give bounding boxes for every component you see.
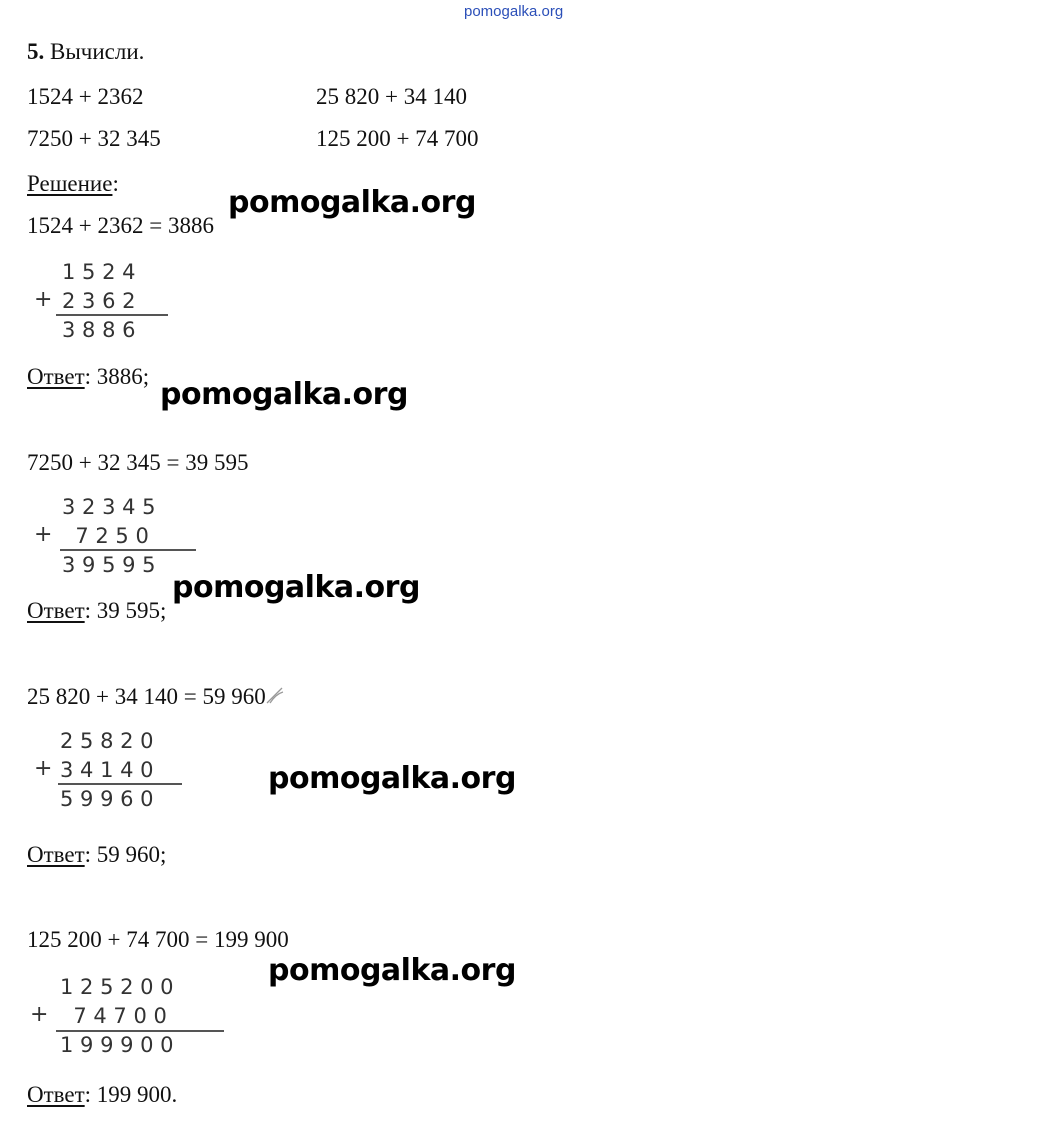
addend-bottom: 7 4 7 0 0 <box>60 1004 167 1028</box>
task-title: Вычисли. <box>50 39 145 64</box>
addend-top: 1 5 2 4 <box>62 260 136 284</box>
sum-line <box>56 1030 224 1032</box>
answer-label: Ответ <box>27 1082 85 1107</box>
column-addition-3 <box>34 729 214 813</box>
sum-line <box>60 549 196 551</box>
answer-colon: : <box>84 364 92 389</box>
plus-sign: + <box>34 756 53 781</box>
pencil-mark-icon <box>264 684 286 706</box>
answer-value: 199 900. <box>96 1082 178 1107</box>
answer-colon: : <box>84 842 92 867</box>
answer-3 <box>27 841 166 869</box>
plus-sign: + <box>34 287 53 312</box>
addend-bottom: 7 2 5 0 <box>62 524 149 548</box>
column-addition-4 <box>30 975 240 1059</box>
equation-1: 1524 + 2362 = 3886 <box>27 213 214 238</box>
answer-4 <box>27 1081 177 1109</box>
answer-value: 3886; <box>96 364 150 389</box>
answer-1 <box>27 363 149 391</box>
answer-value: 59 960; <box>96 842 167 867</box>
task-expression-4: 125 200 + 74 700 <box>316 126 479 151</box>
solution-heading <box>27 170 119 198</box>
answer-colon: : <box>84 1082 92 1107</box>
sum-result: 1 9 9 9 0 0 <box>60 1033 174 1057</box>
task-number: 5. <box>27 39 45 64</box>
addend-bottom: 2 3 6 2 <box>62 289 136 313</box>
addend-bottom: 3 4 1 4 0 <box>60 758 154 782</box>
answer-label: Ответ <box>27 364 85 389</box>
equation-4: 125 200 + 74 700 = 199 900 <box>27 927 289 952</box>
sum-result: 3 8 8 6 <box>62 318 136 342</box>
sum-result: 5 9 9 6 0 <box>60 787 154 811</box>
answer-label: Ответ <box>27 598 85 623</box>
watermark: pomogalka.org <box>228 185 476 220</box>
task-expression-1: 1524 + 2362 <box>27 84 144 109</box>
sum-line <box>56 314 168 316</box>
answer-value: 39 595; <box>96 598 167 623</box>
watermark: pomogalka.org <box>268 953 516 988</box>
watermark: pomogalka.org <box>268 761 516 796</box>
plus-sign: + <box>34 522 53 547</box>
plus-sign: + <box>30 1002 49 1027</box>
addend-top: 2 5 8 2 0 <box>60 729 154 753</box>
addend-top: 3 2 3 4 5 <box>62 495 156 519</box>
watermark: pomogalka.org <box>172 570 420 605</box>
column-addition-1 <box>34 260 184 344</box>
task-expression-2: 25 820 + 34 140 <box>316 84 467 109</box>
sum-result: 3 9 5 9 5 <box>62 553 156 577</box>
equation-2: 7250 + 32 345 = 39 595 <box>27 450 249 475</box>
task-expression-3: 7250 + 32 345 <box>27 126 161 151</box>
column-addition-2 <box>34 495 214 579</box>
watermark: pomogalka.org <box>160 377 408 412</box>
solution-colon: : <box>112 171 119 196</box>
solution-label: Решение <box>27 171 113 196</box>
answer-2 <box>27 597 166 625</box>
sum-line <box>58 783 182 785</box>
site-link[interactable]: pomogalka.org <box>464 3 564 20</box>
equation-3: 25 820 + 34 140 = 59 960 <box>27 684 266 709</box>
task-header <box>27 38 144 66</box>
addend-top: 1 2 5 2 0 0 <box>60 975 174 999</box>
answer-label: Ответ <box>27 842 85 867</box>
answer-colon: : <box>84 598 92 623</box>
